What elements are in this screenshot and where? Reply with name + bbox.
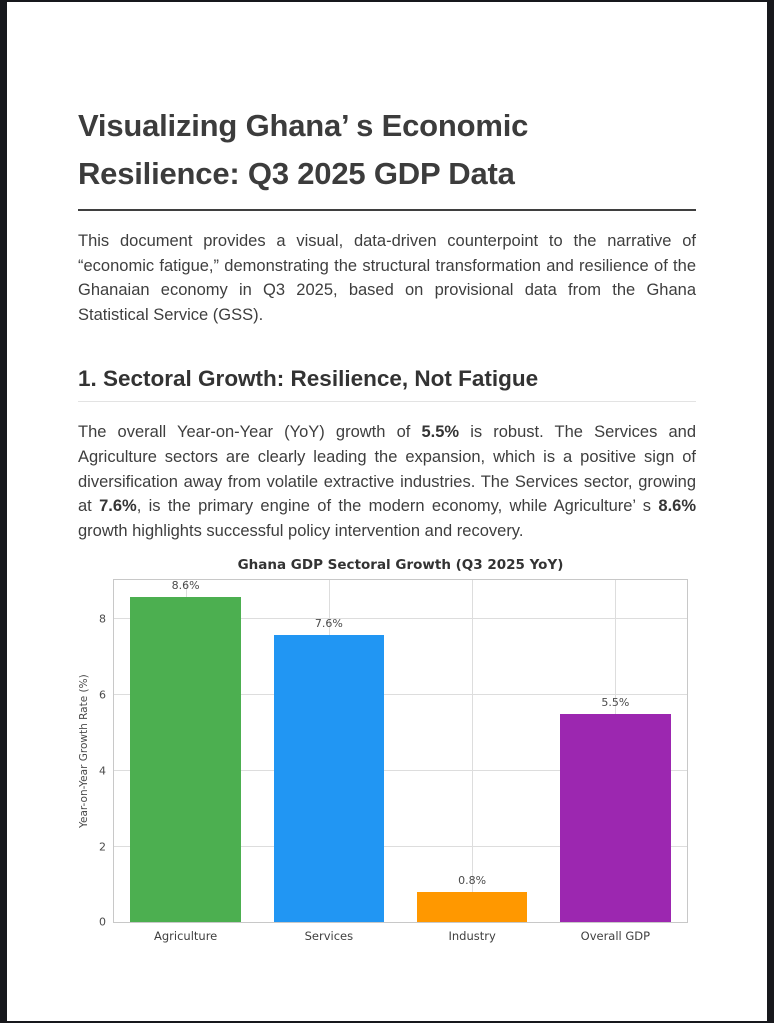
section-paragraph [78,420,696,543]
emphasized-value: 7.6% [99,497,137,516]
text-segment: , is the primary engine of the modern economy, while Agriculture’ s [136,497,659,516]
title-divider [78,209,696,211]
chart-title: Ghana GDP Sectoral Growth (Q3 2025 YoY) [237,557,564,574]
emphasized-value: 5.5% [421,423,460,442]
bar-value-label: 0.8% [458,874,487,888]
bar-value-label: 5.5% [601,696,630,710]
bar [417,892,528,922]
x-tick-label: Industry [448,929,496,944]
x-tick-label: Agriculture [154,929,218,944]
emphasized-value: 8.6% [658,497,696,516]
bar [274,635,385,923]
section-heading: 1. Sectoral Growth: Resilience, Not Fatigue [78,366,539,392]
v-gridline [472,580,473,922]
text-segment: growth highlights successful policy intervention and recovery. [78,521,524,540]
y-axis-label: Year-on-Year Growth Rate (%) [78,674,90,829]
y-tick-label: 0 [99,915,106,929]
y-tick-label: 6 [99,688,106,702]
y-tick-label: 2 [99,840,106,854]
section-divider [78,401,696,402]
bar [130,597,241,923]
y-tick-label: 4 [99,764,106,778]
document-title: Visualizing Ghana’ s Economic Resilience: Q3 2025 GDP Data [78,108,529,191]
bar [560,714,671,922]
gdp-growth-chart [78,557,696,951]
x-tick-label: Overall GDP [580,929,651,944]
text-segment: is robust. The Services and Agriculture sectors are clearly leading the expansion, which is a positive sign of diversification away from volatile extractive industries. The Services sector, growing at [78,423,696,516]
text-segment: The overall Year-on-Year (YoY) growth of [78,423,422,442]
bar-value-label: 7.6% [314,616,343,630]
plot-area [99,578,688,944]
y-tick-label: 8 [99,612,106,626]
x-tick-label: Services [304,929,354,944]
bar-value-label: 8.6% [171,578,200,592]
document-page [7,2,767,1021]
intro-paragraph: This document provides a visual, data-driven counterpoint to the narrative of “economic fatigue,” demonstrating the structural transformation and resilience of the Ghanaian economy in Q3 2025, based on provisional data from the Ghana Statistical Service (GSS). [78,232,696,324]
